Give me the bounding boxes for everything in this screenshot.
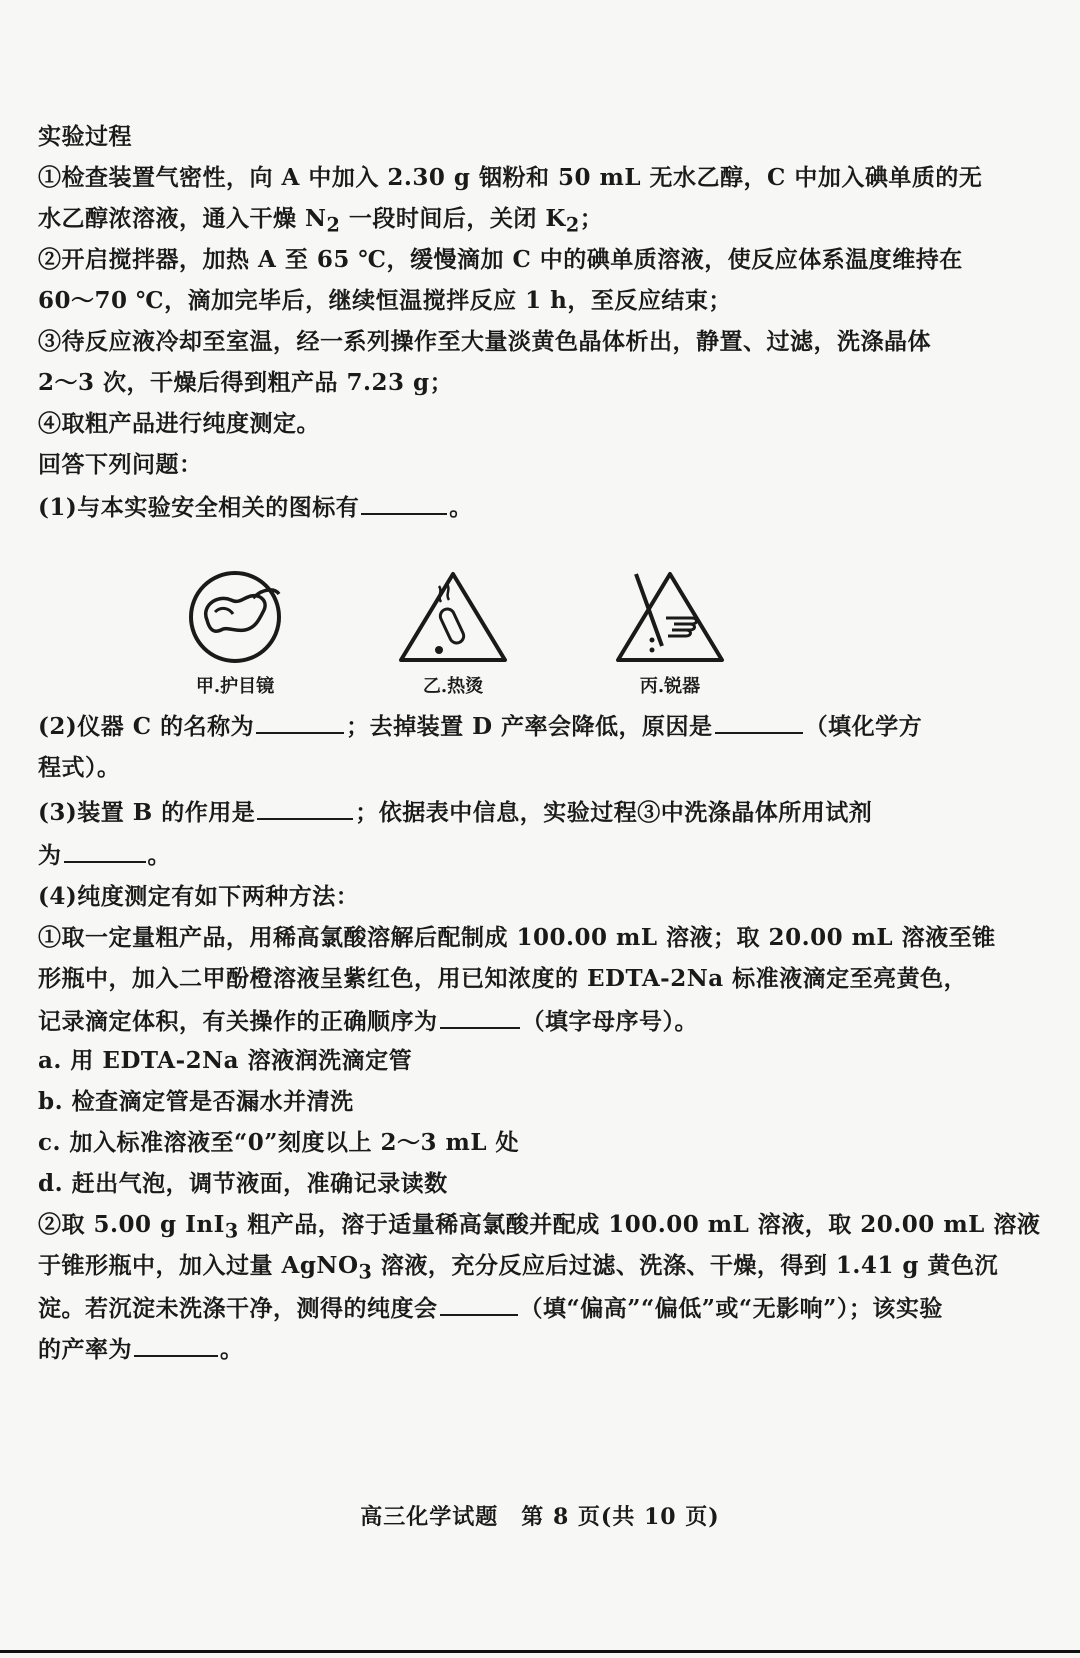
answer-blank-q3a[interactable] xyxy=(257,796,353,820)
question-3-line-1: (3)装置 B 的作用是 ；依据表中信息，实验过程③中洗涤晶体所用试剂 xyxy=(38,796,1048,828)
method-2-line-3: 淀。若沉淀未洗涤干净，测得的纯度会 （填“偏高”“偏低”或“无影响”）；该实验 xyxy=(38,1292,1048,1324)
answer-heading: 回答下列问题： xyxy=(38,451,203,478)
method-1-line-3: 记录滴定体积，有关操作的正确顺序为 （填字母序号）。 xyxy=(38,1005,1048,1037)
sharp-object-icon xyxy=(612,568,728,666)
method-1-line-1: ①取一定量粗产品，用稀高氯酸溶解后配制成 100.00 mL 溶液；取 20.00 mL 溶液至锥 xyxy=(38,924,996,951)
step-2-line-1: ②开启搅拌器，加热 A 至 65 ℃，缓慢滴加 C 中的碘单质溶液，使反应体系温度维持在 xyxy=(38,246,963,273)
page-footer: 高三化学试题 第 8 页(共 10 页) xyxy=(360,1504,720,1530)
step-4: ④取粗产品进行纯度测定。 xyxy=(38,410,320,437)
step-1-line-1: ①检查装置气密性，向 A 中加入 2.30 g 铟粉和 50 mL 无水乙醇，C 中加入碘单质的无 xyxy=(38,164,983,191)
answer-blank-q4-order[interactable] xyxy=(440,1005,520,1029)
question-2-line-2: 程式）。 xyxy=(38,754,121,781)
goggles-icon xyxy=(179,568,291,666)
goggles-label: 甲.护目镜 xyxy=(195,676,275,697)
option-d: d. 赶出气泡，调节液面，准确记录读数 xyxy=(38,1170,448,1197)
question-4-heading: (4)纯度测定有如下两种方法： xyxy=(38,883,360,910)
bottom-rule xyxy=(0,1650,1080,1653)
question-3-line-2: 为 。 xyxy=(38,839,1048,871)
hot-icon-group xyxy=(388,568,518,698)
sharp-object-label: 丙.锐器 xyxy=(639,676,701,697)
safety-icons xyxy=(0,568,1080,728)
section-title: 实验过程 xyxy=(38,123,132,150)
answer-blank-q4-purity[interactable] xyxy=(440,1292,518,1316)
goggles-icon-group xyxy=(170,568,300,698)
method-2-line-4: 的产率为 。 xyxy=(38,1333,1048,1365)
hot-surface-icon xyxy=(395,568,511,666)
option-a: a. 用 EDTA-2Na 溶液润洗滴定管 xyxy=(38,1047,413,1074)
answer-blank-q4-yield[interactable] xyxy=(134,1333,218,1357)
hot-surface-label: 乙.热烫 xyxy=(422,676,484,697)
option-c: c. 加入标准溶液至“0”刻度以上 2～3 mL 处 xyxy=(38,1129,520,1156)
step-3-line-2: 2～3 次，干燥后得到粗产品 7.23 g； xyxy=(38,369,454,396)
answer-blank-q3b[interactable] xyxy=(64,839,146,863)
method-2-line-2: 于锥形瓶中，加入过量 AgNO$_3$ 溶液，充分反应后过滤、洗涤、干燥，得到 1.41 g 黄色沉 xyxy=(38,1252,998,1284)
step-1-line-2: 水乙醇浓溶液，通入干燥 $N_2$ 一段时间后，关闭 $K_2$； xyxy=(38,205,604,237)
option-b: b. 检查滴定管是否漏水并清洗 xyxy=(38,1088,354,1115)
answer-blank-q2a[interactable] xyxy=(256,710,344,734)
question-1: (1)与本实验安全相关的图标有 。 xyxy=(38,491,1048,523)
answer-blank-q1[interactable] xyxy=(361,491,447,515)
step-3-line-1: ③待反应液冷却至室温，经一系列操作至大量淡黄色晶体析出，静置、过滤，洗涤晶体 xyxy=(38,328,931,355)
method-1-line-2: 形瓶中，加入二甲酚橙溶液呈紫红色，用已知浓度的 EDTA-2Na 标准液滴定至亮黄色， xyxy=(38,965,968,992)
sharp-icon-group xyxy=(605,568,735,698)
answer-blank-q2b[interactable] xyxy=(715,710,803,734)
method-2-line-1: ②取 5.00 g InI$_3$ 粗产品，溶于适量稀高氯酸并配成 100.00 mL 溶液，取 20.00 mL 溶液 xyxy=(38,1211,1041,1243)
question-2-line-1: (2)仪器 C 的名称为 ；去掉装置 D 产率会降低，原因是 （填化学方 xyxy=(38,710,1048,742)
step-2-line-2: 60～70 ℃，滴加完毕后，继续恒温搅拌反应 1 h，至反应结束； xyxy=(38,287,732,314)
